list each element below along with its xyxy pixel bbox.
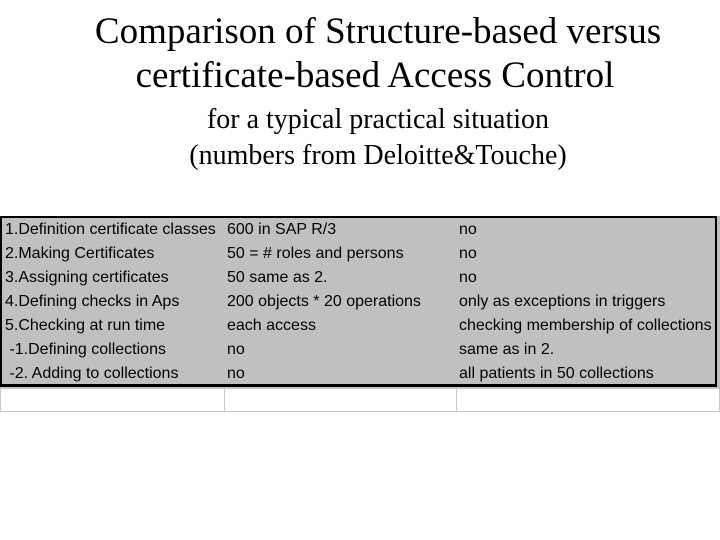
comparison-table [0, 216, 720, 412]
table-cell-certificate-based: no [459, 221, 477, 238]
table-row [0, 290, 720, 314]
empty-table-row [0, 388, 720, 412]
table-cell-certificate-based: no [459, 245, 477, 262]
table-cell-structure-based: no [227, 341, 245, 358]
slide-title-line-2: certificate-based Access Control [135, 55, 615, 96]
table-row [0, 266, 720, 290]
table-cell-certificate-based: same as in 2. [459, 341, 555, 358]
table-cell-certificate-based: only as exceptions in triggers [459, 293, 666, 310]
table-cell-step: 4.Defining checks in Aps [5, 293, 180, 310]
table-cell-structure-based: each access [227, 317, 316, 334]
table-cell-structure-based: 50 = # roles and persons [227, 245, 404, 262]
table-cell-structure-based: 600 in SAP R/3 [227, 221, 337, 238]
slide-header [0, 10, 720, 174]
table-row [0, 338, 720, 362]
table-cell-structure-based: 50 same as 2. [227, 269, 328, 286]
table-cell-certificate-based: no [459, 269, 477, 286]
empty-cell[interactable] [457, 389, 720, 411]
slide-subtitle-line-1: for a typical practical situation [206, 104, 550, 135]
slide-subtitle-line-2: (numbers from Deloitte&Touche) [189, 140, 567, 171]
empty-cell[interactable] [224, 389, 457, 411]
table-row [0, 218, 720, 242]
table-cell-step: 3.Assigning certificates [5, 269, 169, 286]
table-cell-structure-based: no [227, 365, 245, 382]
table-cell-step: 2.Making Certificates [5, 245, 155, 262]
table-cell-step: -2. Adding to collections [5, 365, 179, 382]
empty-cell[interactable] [0, 389, 225, 411]
table-row [0, 362, 720, 386]
table-cell-step: 5.Checking at run time [5, 317, 166, 334]
table-cell-step: -1.Defining collections [5, 341, 166, 358]
table-cell-step: 1.Definition certificate classes [5, 221, 216, 238]
table-cell-certificate-based: checking membership of collections [459, 317, 712, 334]
table-row [0, 314, 720, 338]
table-cell-structure-based: 200 objects * 20 operations [227, 293, 421, 310]
slide-title-line-1: Comparison of Structure-based versus [94, 11, 662, 52]
table-row [0, 242, 720, 266]
table-cell-certificate-based: all patients in 50 collections [459, 365, 654, 382]
